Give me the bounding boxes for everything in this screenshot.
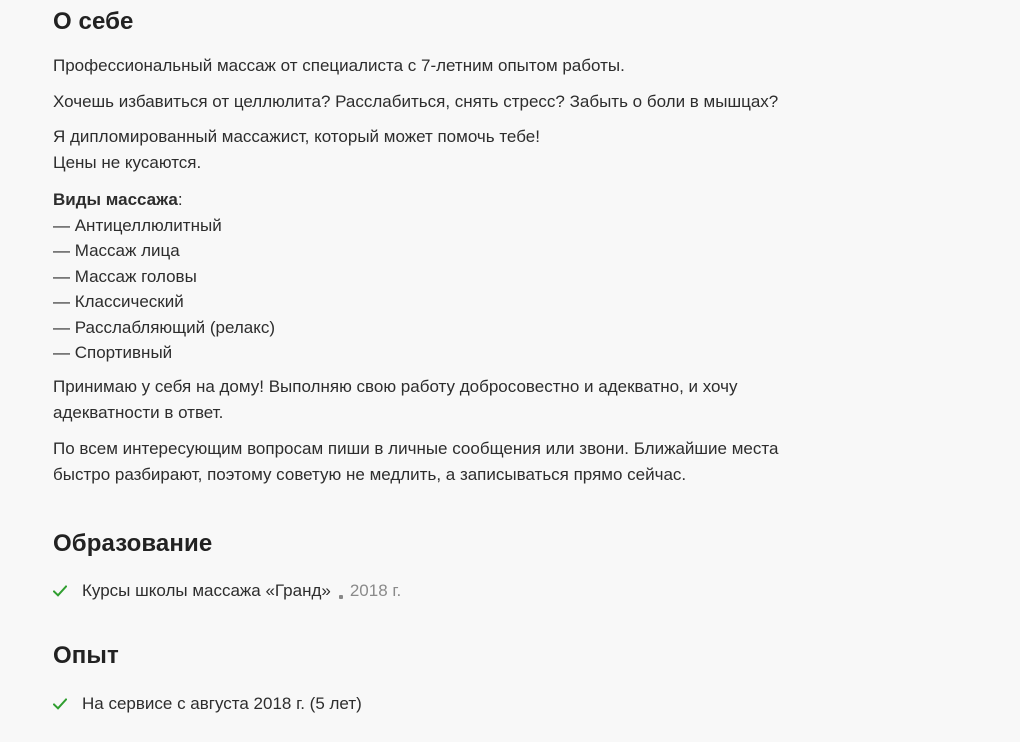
about-paragraph-4-line-2: адекватности в ответ. bbox=[53, 402, 224, 422]
experience-title: Опыт bbox=[53, 642, 119, 669]
about-paragraph-3 bbox=[53, 124, 540, 175]
massage-type-item: — Спортивный bbox=[53, 343, 173, 362]
about-paragraph-4 bbox=[53, 374, 738, 425]
check-icon bbox=[53, 698, 82, 710]
education-title: Образование bbox=[53, 530, 213, 557]
massage-type-item: — Массаж лица bbox=[53, 241, 180, 260]
separator-dot-icon bbox=[339, 595, 343, 599]
about-title: О себе bbox=[53, 8, 134, 35]
about-paragraph-2: Хочешь избавиться от целлюлита? Расслабиться, снять стресс? Забыть о боли в мышцах? bbox=[53, 92, 779, 111]
education-item bbox=[53, 579, 401, 603]
massage-types-block bbox=[53, 187, 275, 366]
about-paragraph-4-line-1: Принимаю у себя на дому! Выполняю свою работу добросовестно и адекватно, и хочу bbox=[53, 377, 738, 396]
about-paragraph-5 bbox=[53, 436, 778, 487]
about-paragraph-5-line-1: По всем интересующим вопросам пиши в личные сообщения или звони. Ближайшие места bbox=[53, 439, 779, 458]
massage-types-heading bbox=[53, 187, 275, 213]
massage-type-item: — Массаж головы bbox=[53, 266, 197, 286]
about-paragraph-3-line-1: Я дипломированный массажист, который может помочь тебе! bbox=[53, 127, 540, 146]
experience-item bbox=[53, 692, 362, 716]
about-paragraph-3-line-2: Цены не кусаются. bbox=[53, 152, 202, 172]
education-item-name: Курсы школы массажа «Гранд» bbox=[82, 581, 331, 600]
massage-types-colon: : bbox=[177, 190, 183, 209]
check-icon bbox=[53, 585, 82, 597]
massage-type-item: — Расслабляющий (релакс) bbox=[53, 317, 276, 337]
education-item-year: 2018 г. bbox=[349, 581, 402, 600]
about-paragraph-1: Профессиональный массаж от специалиста с 7-летним опытом работы. bbox=[53, 56, 625, 75]
massage-type-item: — Антицеллюлитный bbox=[53, 215, 222, 235]
about-paragraph-5-line-2: быстро разбирают, поэтому советую не медлить, а записываться прямо сейчас. bbox=[53, 464, 687, 484]
massage-types-label: Виды массажа bbox=[53, 190, 178, 209]
experience-item-text: На сервисе с августа 2018 г. (5 лет) bbox=[82, 694, 362, 713]
massage-type-item: — Классический bbox=[53, 292, 184, 311]
